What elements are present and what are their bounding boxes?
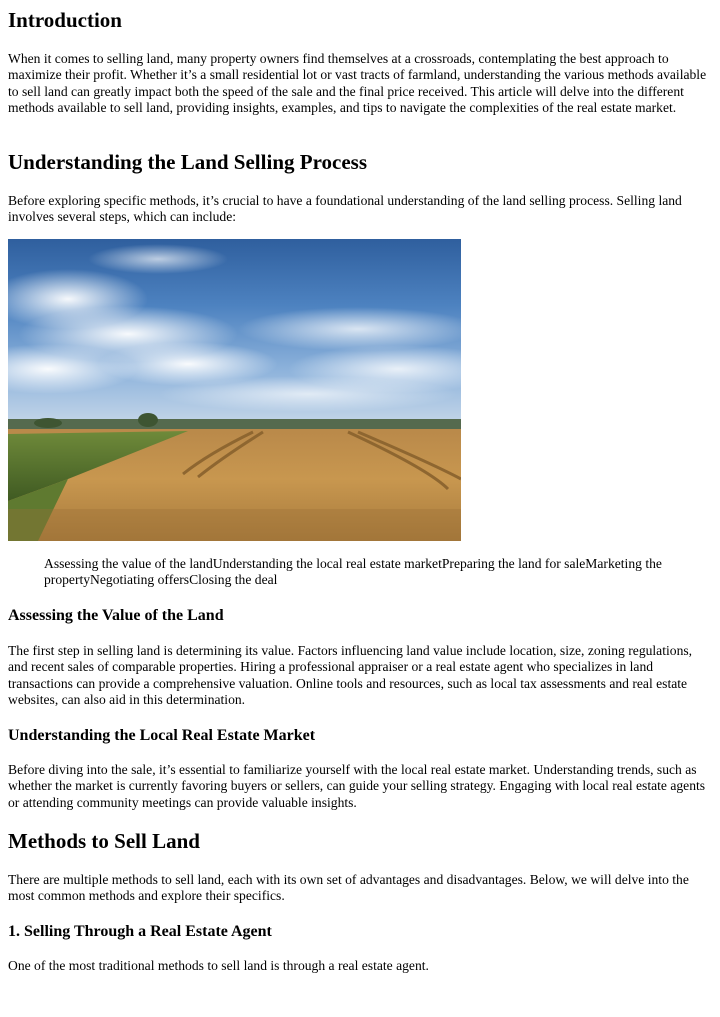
steps-list-text: Assessing the value of the landUnderstanding the local real estate marketPreparing the land for saleMarketing the propertyNegotiating offersClosing the deal	[44, 556, 662, 588]
agent-heading: 1. Selling Through a Real Estate Agent	[8, 923, 272, 940]
wheat-field-image	[8, 239, 461, 541]
intro-heading: Introduction	[8, 8, 122, 32]
agent-paragraph: One of the most traditional methods to sell land is through a real estate agent.	[8, 958, 429, 973]
process-heading: Understanding the Land Selling Process	[8, 150, 367, 174]
market-paragraph: Before diving into the sale, it’s essential to familiarize yourself with the local real estate market. Understanding trends, such as whether the market is currently favoring buyers or sellers, can guide your selling strategy. Engaging with local real estate agents or attending community meetings can provide valuable insights.	[8, 762, 706, 810]
assessing-heading: Assessing the Value of the Land	[8, 607, 224, 624]
intro-paragraph: When it comes to selling land, many property owners find themselves at a crossroads, contemplating the best approach to maximize their profit. Whether it’s a small residential lot or vast tracts of farmland, understanding the various methods available to sell land can greatly impact both the speed of the sale and the final price received. This article will delve into the different methods available to sell land, providing insights, examples, and tips to navigate the complexities of the real estate market.	[8, 51, 707, 116]
methods-heading: Methods to Sell Land	[8, 829, 200, 853]
market-heading: Understanding the Local Real Estate Market	[8, 727, 316, 744]
process-paragraph: Before exploring specific methods, it’s crucial to have a foundational understanding of the land selling process. Selling land involves several steps, which can include:	[8, 193, 682, 225]
assessing-paragraph: The first step in selling land is determining its value. Factors influencing land value include location, size, zoning regulations, and recent sales of comparable properties. Hiring a professional appraiser or a real estate agent who specializes in land transactions can provide a comprehensive valuation. Online tools and resources, such as local tax assessments and real estate websites, can also aid in this determination.	[8, 643, 693, 708]
methods-paragraph: There are multiple methods to sell land, each with its own set of advantages and disadvantages. Below, we will delve into the most common methods and explore their specifics.	[8, 872, 689, 904]
